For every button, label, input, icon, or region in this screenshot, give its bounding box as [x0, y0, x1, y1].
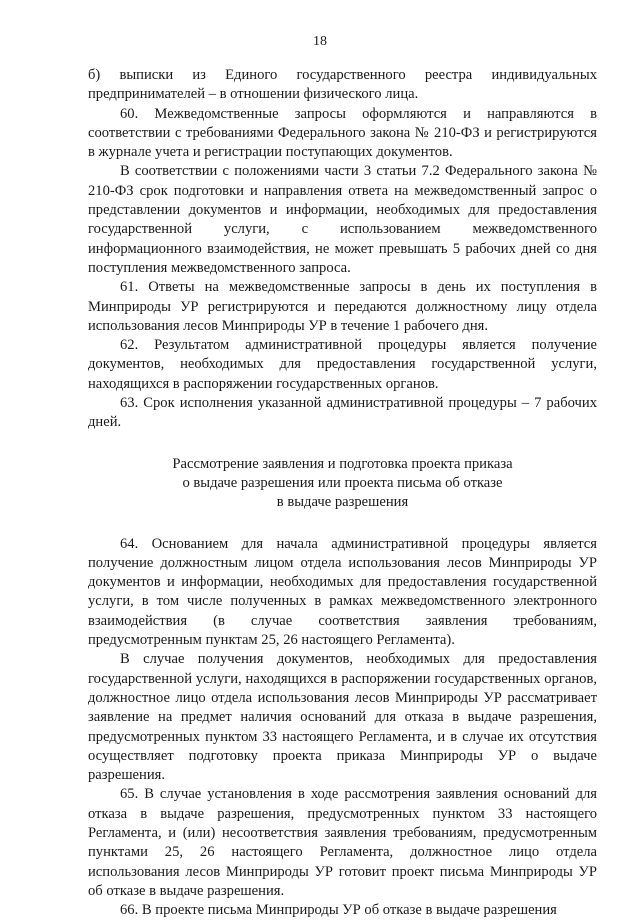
paragraph-60: 60. Межведомственные запросы оформляются и направляются в соответствии с требованиями Федерального закона № 210-ФЗ и регистрируются в журнале учета и регистрации поступающих документов. — [88, 105, 597, 161]
section-heading-line-1: Рассмотрение заявления и подготовка проекта приказа — [172, 455, 513, 472]
paragraph-62: 62. Результатом административной процедуры является получение документов, необходимых для предоставления государственной услуги, находящихся в распоряжении государственных органов. — [88, 337, 597, 392]
paragraph-63: 63. Срок исполнения указанной административной процедуры – 7 рабочих дней. — [88, 395, 597, 431]
document-body — [88, 66, 597, 920]
paragraph-64-review: В случае получения документов, необходимых для предоставления государственной услуги, находящихся в распоряжении государственных органов, должностное лицо отдела использования лесов Минприроды УР рассматривает заявление на предмет наличия оснований для отказа в выдаче разрешения, предусмотренных пунктом 33 настоящего Регламента, и в случае их отсутствия осуществляет подготовку проекта приказа Минприроды УР о выдаче разрешения. — [88, 651, 597, 784]
paragraph-65: 65. В случае установления в ходе рассмотрения заявления оснований для отказа в выдаче разрешения, предусмотренных пунктом 33 настоящего Регламента, и (или) несоответствия заявления требованиям, предусмотренным пунктами 25, 26 настоящего Регламента, должностное лицо отдела использования лесов Минприроды УР готовит проект письма Минприроды УР об отказе в выдаче разрешения. — [88, 786, 597, 899]
paragraph-64: 64. Основанием для начала административной процедуры является получение должностным лицом отдела использования лесов Минприроды УР документов и информации, необходимых для предоставления государственной услуги, в том числе полученных в рамках межведомственного электронного взаимодействия (в случае соответствия заявления требованиям, предусмотренным пунктам 25, 26 настоящего Регламента). — [88, 535, 597, 649]
paragraph-b: б) выписки из Единого государственного реестра индивидуальных предпринимателей – в отношении физического лица. — [88, 67, 597, 103]
paragraph-60-deadline: В соответствии с положениями части 3 статьи 7.2 Федерального закона № 210-ФЗ срок подготовки и направления ответа на межведомственный запрос о представлении документов и информации, необходимых для предоставления государственной услуги, с использованием межведомственного информационного взаимодействия, не может превышать 5 рабочих дней со дня поступления межведомственного запроса. — [88, 163, 597, 276]
paragraph-61: 61. Ответы на межведомственные запросы в день их поступления в Минприроды УР регистрируются и передаются должностному лицу отдела использования лесов Минприроды УР в течение 1 рабочего дня. — [88, 279, 597, 334]
paragraph-66: 66. В проекте письма Минприроды УР об отказе в выдаче разрешения — [120, 902, 557, 919]
page-number: 18 — [313, 34, 327, 49]
section-heading-line-3: в выдаче разрешения — [276, 494, 409, 511]
section-heading-line-2: о выдаче разрешения или проекта письма об отказе — [182, 474, 503, 491]
section-heading — [88, 455, 597, 513]
